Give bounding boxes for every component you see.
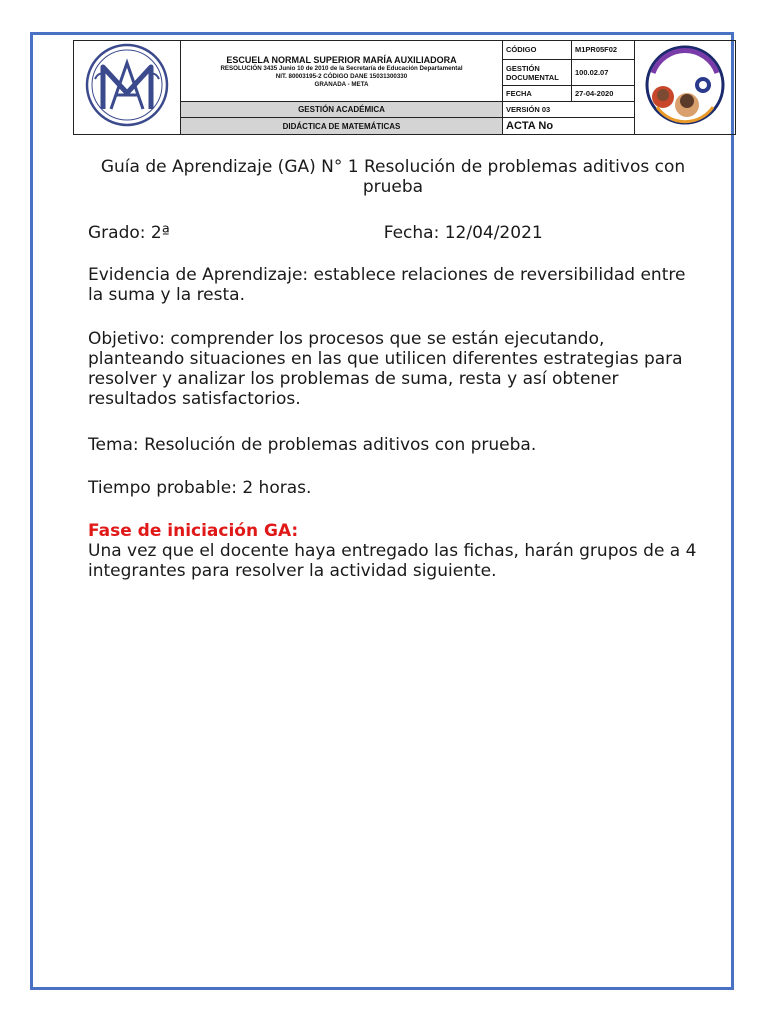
resolution-text: RESOLUCIÓN 3435 Junio 10 de 2010 de la Secretaría de Educación Departamental	[220, 64, 463, 72]
phase-text: Una vez que el docente haya entregado las fichas, harán grupos de a 4 integrantes para resolver la actividad siguiente.	[88, 541, 697, 581]
acta-number: ACTA No	[503, 118, 635, 135]
objective-text: Objetivo: comprender los procesos que se están ejecutando, planteando situaciones en las que utilicen diferentes estrategias para resolver y analizar los problemas de suma, resta y así obtener resultados satisfactorios.	[88, 329, 683, 409]
date-text: Fecha: 12/04/2021	[383, 223, 543, 243]
phase-section	[88, 521, 698, 581]
school-name: ESCUELA NORMAL SUPERIOR MARÍA AUXILIADORA	[226, 54, 457, 65]
learning-evidence: Evidencia de Aprendizaje: establece relaciones de reversibilidad entre la suma y la resta.	[88, 265, 686, 305]
phase-title: Fase de iniciación GA:	[88, 521, 299, 541]
gestion-documental-value: 100.02.07	[572, 59, 635, 86]
codigo-label: CÓDIGO	[503, 41, 572, 60]
subject-name: DIDÁCTICA DE MATEMÁTICAS	[181, 118, 503, 135]
school-info	[181, 41, 503, 102]
version-label: VERSIÓN 03	[503, 101, 635, 118]
fecha-label: FECHA	[503, 86, 572, 101]
gestion-documental-label: GESTIÓN DOCUMENTAL	[503, 59, 572, 86]
nit-text: NIT. 80003195-2 CÓDIGO DANE 15031300330	[275, 72, 408, 80]
grade-date-line	[88, 223, 698, 243]
anniversary-seal	[635, 41, 736, 135]
gestion-academica: GESTIÓN ACADÉMICA	[181, 101, 503, 118]
topic-text: Tema: Resolución de problemas aditivos con prueba.	[88, 435, 537, 455]
school-logo	[74, 41, 181, 135]
anniversary-seal-icon	[643, 43, 727, 127]
time-text: Tiempo probable: 2 horas.	[88, 478, 312, 498]
guide-title: Guía de Aprendizaje (GA) N° 1 Resolución de problemas aditivos con prueba	[100, 157, 686, 197]
city-text: GRANADA - META	[314, 80, 369, 88]
fecha-value: 27-04-2020	[572, 86, 635, 101]
document-header-table	[73, 40, 736, 135]
ma-monogram-icon	[81, 41, 173, 129]
grade-text: Grado: 2ª	[88, 223, 170, 243]
codigo-value: M1PR05F02	[572, 41, 635, 60]
